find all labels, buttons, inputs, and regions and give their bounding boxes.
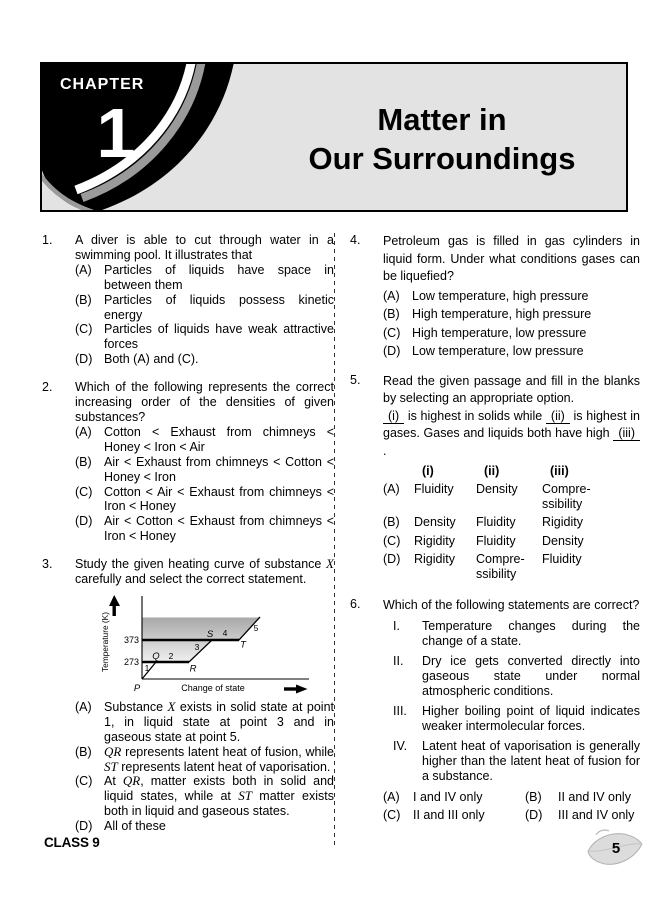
table-cell: Compre-ssibility (476, 552, 525, 581)
option-text: Substance X exists in solid state at point 1, in liquid state at point 3 and in gaseous state at point 5. (104, 698, 335, 744)
segment-label-2: 2 (168, 650, 174, 661)
point-label-t: T (240, 639, 246, 651)
option-text: Low temperature, low pressure (412, 344, 584, 358)
option-text: II and IV only (558, 789, 631, 804)
table-cell: Fluidity (476, 515, 516, 529)
option-label: (A) (75, 262, 92, 277)
table-header-row (383, 464, 640, 479)
option-text: Both (A) and (C). (104, 352, 199, 367)
chapter-title-line1: Matter in (377, 102, 507, 137)
point-label-r: R (189, 663, 197, 675)
option-text: High temperature, high pressure (412, 307, 592, 321)
question-body (75, 557, 334, 834)
table-cell: Fluidity (476, 533, 516, 548)
point-label-q: Q (152, 650, 160, 662)
question-3 (40, 557, 334, 834)
question-text: A diver is able to cut through water in a swimming pool. It illustrates that (75, 233, 334, 262)
answer-table (383, 464, 640, 582)
option-label: (B) (525, 789, 542, 804)
table-row (383, 515, 640, 531)
statement-IV (383, 739, 640, 785)
question-4 (348, 233, 640, 360)
option-label: (B) (383, 515, 400, 529)
chapter-title (270, 100, 614, 178)
options (75, 700, 334, 834)
y-axis-label: Temperature (K) (100, 611, 110, 672)
question-body (75, 233, 334, 367)
option-label: (D) (383, 344, 401, 358)
option-text: Particles of liquids have space in between them (104, 262, 334, 292)
options (75, 425, 334, 544)
option-A (75, 425, 334, 455)
segment-label-5: 5 (253, 622, 259, 633)
column-left (40, 233, 334, 847)
page-number-leaf (586, 829, 644, 876)
table-cell: Rigidity (542, 515, 583, 529)
option-label: (B) (75, 454, 92, 469)
table-cell: Rigidity (414, 533, 455, 548)
option-text: At QR, matter exists both in solid and liquid states, while at ST matter exists both in liquid and gaseous states. (104, 773, 334, 819)
table-header-spacer (383, 464, 414, 479)
question-2 (40, 380, 334, 544)
option-label: (A) (75, 424, 92, 439)
option-text: Low temperature, high pressure (412, 288, 589, 303)
point-label-s: S (206, 628, 214, 640)
option-text: Cotton < Air < Exhaust from chimneys < Iron < Honey (104, 484, 334, 514)
question-6 (348, 597, 640, 823)
segment-label-4: 4 (222, 627, 228, 638)
question-number: 6. (350, 597, 361, 611)
table-cell: Density (476, 482, 518, 496)
option-A (75, 700, 334, 745)
option-text: QR represents latent heat of fusion, while ST represents latent heat of vaporisation. (104, 743, 334, 774)
segment-label-3: 3 (194, 641, 200, 652)
statement-I (383, 619, 640, 649)
option-text: Particles of liquids possess kinetic energy (104, 292, 334, 322)
option-label: (C) (383, 325, 401, 340)
table-cell: Fluidity (414, 482, 454, 496)
option-label: (C) (383, 807, 401, 822)
heating-curve-figure (63, 590, 313, 698)
table-cell: Fluidity (542, 552, 582, 566)
question-number: 3. (42, 557, 53, 572)
question-content (40, 233, 640, 847)
statement-label: IV. (393, 738, 408, 753)
table-row (383, 552, 640, 582)
segment-label-1: 1 (144, 662, 150, 673)
chapter-number: 1 (96, 94, 136, 172)
question-1 (40, 233, 334, 367)
question-text: Which of the following represents the correct increasing order of the densities of given substances? (75, 380, 334, 424)
statement-text: Higher boiling point of liquid indicates weaker intermolecular forces. (422, 704, 640, 734)
option-text: Air < Exhaust from chimneys < Cotton < Honey < Iron (104, 454, 334, 484)
table-row (383, 482, 640, 512)
question-text: Read the given passage and fill in the blanks by selecting an appropriate option. (383, 373, 640, 405)
statement-III (383, 704, 640, 734)
option-C (75, 485, 334, 515)
question-body (383, 597, 640, 823)
question-text: Which of the following statements are correct? (383, 598, 640, 612)
table-cell: Density (542, 533, 584, 548)
column-right (335, 233, 640, 847)
option-label: (D) (383, 552, 401, 566)
question-number: 5. (350, 372, 361, 387)
table-header: (iii) (550, 464, 569, 478)
up-arrow-icon (109, 595, 120, 616)
fill-blank: (i) (383, 409, 404, 424)
question-number: 4. (350, 233, 361, 247)
option-label: (B) (75, 744, 92, 759)
question-body (75, 380, 334, 544)
option-label: (D) (75, 514, 93, 529)
option-label: (C) (383, 533, 401, 548)
table-cell: Compre-ssibility (542, 482, 591, 511)
class-label: CLASS 9 (44, 835, 100, 850)
option-label: (C) (75, 484, 93, 499)
option-label: (B) (383, 307, 400, 321)
option-A (383, 289, 640, 305)
question-text: Study the given heating curve of substance X carefully and select the correct statement. (75, 556, 334, 587)
option-B (383, 307, 640, 323)
option-text: Particles of liquids have weak attractive forces (104, 322, 334, 352)
option-D (75, 514, 334, 544)
option-label: (C) (75, 774, 93, 789)
option-label: (A) (383, 288, 400, 303)
option-label: (C) (75, 322, 93, 337)
statement-label: III. (393, 704, 407, 719)
option-D (75, 352, 334, 367)
option-text: II and III only (413, 807, 485, 822)
y-tick-273: 273 (123, 656, 139, 667)
option-C (75, 322, 334, 352)
options-grid (383, 789, 640, 823)
fill-blank: (iii) (613, 426, 640, 441)
option-label: (A) (383, 482, 400, 496)
question-text: Petroleum gas is filled in gas cylinders in liquid form. Under what conditions gases can be liquefied? (383, 234, 640, 283)
question-body (383, 233, 640, 360)
option-B (75, 455, 334, 485)
point-label-p: P (133, 682, 141, 694)
option-label: (D) (75, 352, 93, 367)
table-header: (ii) (484, 464, 500, 478)
option-label: (A) (383, 789, 400, 804)
chapter-title-line2: Our Surroundings (308, 141, 576, 176)
option-text: III and IV only (558, 807, 635, 822)
right-arrow-icon (284, 684, 308, 693)
question-number: 1. (42, 233, 53, 247)
option-text: Air < Cotton < Exhaust from chimneys < Iron < Honey (104, 514, 334, 544)
statement-text: Latent heat of vaporisation is generally higher than the latent heat of fusion for a substance. (422, 738, 640, 784)
fill-blank: (ii) (546, 409, 570, 424)
option-B (75, 745, 334, 775)
options (383, 289, 640, 360)
option-C (383, 326, 640, 342)
question-5 (348, 373, 640, 585)
statement-text: Dry ice gets converted directly into gaseous state under normal atmospheric conditions. (422, 653, 640, 699)
page-number: 5 (611, 840, 621, 857)
question-number: 2. (42, 380, 53, 395)
option-text: I and IV only (413, 789, 483, 804)
option-B (75, 293, 334, 323)
options (75, 263, 334, 367)
option-text: Cotton < Exhaust from chimneys < Honey < Iron < Air (104, 424, 334, 454)
question-body (383, 373, 640, 585)
option-label: (A) (75, 699, 92, 714)
option-label: (D) (525, 807, 543, 822)
chapter-label: CHAPTER (60, 76, 145, 93)
option-label: (D) (75, 819, 93, 834)
table-cell: Rigidity (414, 552, 455, 566)
statement-label: II. (393, 653, 404, 668)
y-tick-373: 373 (123, 634, 139, 645)
option-label: (B) (75, 292, 92, 307)
table-cell: Density (414, 515, 456, 529)
option-D (75, 819, 334, 834)
question-passage: (i) is highest in solids while (ii) is highest in gases. Gases and liquids both have high (iii) . (383, 408, 640, 458)
statement-label: I. (393, 619, 400, 633)
table-header: (i) (422, 464, 434, 478)
option-C (75, 774, 334, 819)
table-row (383, 534, 640, 550)
chapter-header (40, 62, 628, 212)
option-D (383, 344, 640, 360)
option-text: All of these (104, 819, 166, 834)
x-axis-label: Change of state (181, 682, 245, 693)
option-A (75, 263, 334, 293)
statement-II (383, 654, 640, 700)
option-text: High temperature, low pressure (412, 325, 587, 340)
statement-text: Temperature changes during the change of a state. (422, 619, 640, 649)
